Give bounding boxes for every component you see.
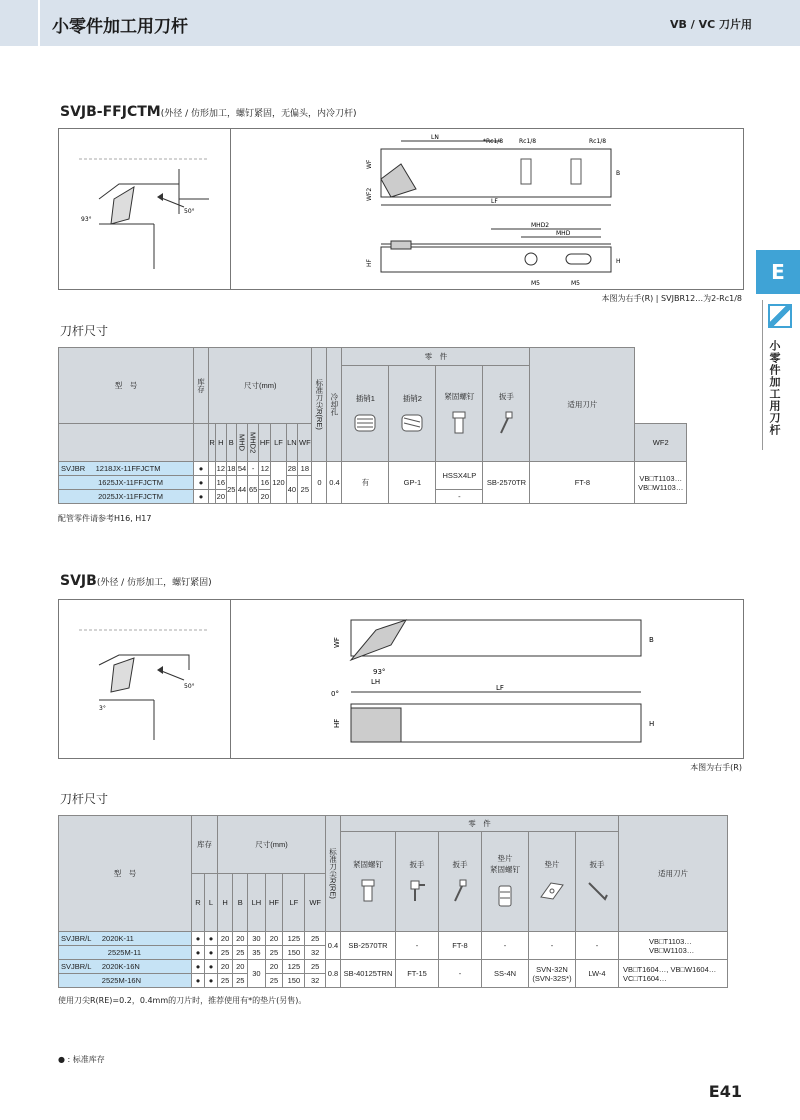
svg-text:*Rc1/8: *Rc1/8 (483, 138, 504, 145)
page-title: 小零件加工用刀杆 (52, 17, 188, 37)
section2-detail-diagram (59, 600, 230, 758)
col-size: 尺寸(mm) (218, 816, 326, 874)
col-LN: LN (286, 424, 298, 462)
col-cool: 冷却孔 (327, 348, 342, 462)
svg-text:93°: 93° (373, 668, 386, 676)
table-row: SVJBR/L 2020K-16N ● ● 20 20 30 20 125 25 0.8 SB-40125TRN FT-15 - SS-4N SVN-32N (SVN-32S*) LW-4 VB□T1604…, VB□W1604… VC□T1604… (59, 960, 728, 974)
svg-text:LF: LF (496, 684, 504, 692)
col-WF: WF (305, 874, 326, 932)
section1-footnote: 配管零件请参考H16, H17 (58, 514, 152, 523)
col-part2: 扳手 (396, 832, 439, 932)
col-part6: 扳手 (576, 832, 619, 932)
svg-text:LF: LF (491, 198, 498, 205)
col-insert: 适用刀片 (530, 348, 635, 462)
screw-icon (449, 411, 469, 435)
screw-icon (358, 879, 378, 903)
tab-label: 小零件加工用刀杆 (768, 340, 781, 436)
col-HF: HF (259, 424, 271, 462)
svg-text:50°: 50° (184, 683, 195, 690)
section1-figure (58, 128, 744, 290)
section1-table-title: 刀杆尺寸 (60, 324, 109, 338)
svg-text:B: B (649, 636, 654, 644)
col-part5: 垫片 (529, 832, 576, 932)
col-re: 标准刀尖R(RE) (312, 348, 327, 462)
section2-name: SVJB (60, 573, 97, 589)
section2-figure-note: 本图为右手(R) (690, 763, 742, 772)
svg-text:WF: WF (366, 159, 373, 169)
svg-text:Rc1/8: Rc1/8 (519, 138, 537, 145)
col-LH: LH (248, 874, 265, 932)
pin2-icon (398, 413, 426, 433)
wrench-icon (496, 411, 516, 435)
col-LF: LF (271, 424, 286, 462)
section2-desc: (外径 / 仿形加工，螺钉紧固) (96, 578, 212, 588)
col-H: H (216, 424, 226, 462)
col-MHD: MHD (236, 424, 247, 462)
col-part3: 扳手 (439, 832, 482, 932)
shim-icon (537, 879, 567, 903)
section1-detail-diagram (59, 129, 230, 289)
col-re: 标准刀尖R(RE) (326, 816, 341, 932)
pin1-icon (351, 413, 379, 433)
col-model: 型 号 (59, 348, 194, 424)
col-pin2: 插销2 (389, 366, 436, 462)
col-screw: 紧固螺钉 (436, 366, 483, 462)
table-row: 1625JX-11FFJCTM ● 16 25 44 65 16 40 25 (59, 476, 687, 490)
table-row: 2525M-11 ● ● 25 25 35 25 150 32 (59, 946, 728, 960)
col-stock: 库存 (194, 348, 209, 424)
table-row: SVJBR 1218JX-11FFJCTM ● 12 18 54 - 12 120 28 18 0 0.4 有 GP-1 HSSX4LP SB-2570TR FT-8 VB□T1103… VB□W1103… (59, 462, 687, 476)
svg-text:H: H (649, 720, 655, 728)
section2-table-title: 刀杆尺寸 (60, 792, 109, 806)
shim-screw-icon (495, 884, 515, 908)
svg-text:M5: M5 (571, 280, 580, 287)
header-category: VB / VC 刀片用 (670, 18, 752, 31)
svg-text:HF: HF (366, 259, 373, 267)
col-stock: 库存 (192, 816, 218, 874)
col-B: B (226, 424, 236, 462)
col-WF2: WF2 (635, 424, 687, 462)
section1-desc: (外径 / 仿形加工，螺钉紧固，无偏头，内冷刀杆) (160, 109, 357, 119)
hex-key-icon (585, 879, 609, 903)
section1-holder-diagram (231, 129, 741, 289)
col-R: R (209, 424, 216, 462)
col-model: 型 号 (59, 816, 192, 932)
col-part4: 垫片 紧固螺钉 (482, 832, 529, 932)
col-wrench: 扳手 (483, 366, 530, 462)
col-WF: WF (298, 424, 312, 462)
col-MHD2: MHD2 (248, 424, 259, 462)
svg-text:93°: 93° (81, 216, 92, 223)
table-row: 2525M-16N ● ● 25 25 25 150 32 (59, 974, 728, 988)
section2-title (60, 573, 212, 589)
col-size: 尺寸(mm) (209, 348, 312, 424)
section2-table (58, 815, 728, 988)
col-parts: 零 件 (341, 816, 619, 832)
svg-text:WF2: WF2 (366, 187, 373, 201)
section1-title (60, 104, 356, 120)
col-B: B (233, 874, 248, 932)
table-row: 2025JX-11FFJCTM ● 20 20 - (59, 490, 687, 504)
svg-text:B: B (616, 170, 621, 177)
col-insert: 适用刀片 (619, 816, 728, 932)
svg-text:HF: HF (333, 718, 341, 728)
page-header (0, 0, 800, 46)
tab-divider (762, 300, 763, 450)
svg-text:0°: 0° (331, 690, 339, 698)
col-parts: 零 件 (342, 348, 530, 366)
table-row: SVJBR/L 2020K-11 ● ● 20 20 30 20 125 25 0.4 SB-2570TR - FT-8 - - - VB□T1103… VB□W1103… (59, 932, 728, 946)
section1-name: SVJB-FFJCTM (60, 104, 161, 120)
col-HF: HF (265, 874, 283, 932)
svg-text:Rc1/8: Rc1/8 (589, 138, 607, 145)
col-L: L (205, 874, 218, 932)
svg-text:WF: WF (333, 637, 341, 648)
section2-holder-diagram (231, 600, 741, 758)
wrench-icon (407, 879, 427, 903)
section2-footnote: 使用刀尖R(RE)=0.2，0.4mm的刀片时，推荐使用有*的垫片(另售)。 (58, 996, 307, 1005)
svg-text:LH: LH (371, 678, 381, 686)
svg-text:3°: 3° (99, 705, 106, 712)
svg-text:MHD2: MHD2 (531, 222, 550, 229)
col-LF: LF (283, 874, 305, 932)
section-tab-e: E (756, 250, 800, 294)
col-pin1: 插销1 (342, 366, 389, 462)
section1-figure-note: 本图为右手(R) | SVJBR12…为2-Rc1/8 (601, 294, 742, 303)
stock-legend: ● : 标准库存 (58, 1055, 105, 1064)
svg-text:H: H (616, 258, 621, 265)
col-R: R (192, 874, 205, 932)
svg-text:LN: LN (431, 134, 439, 141)
header-tick (38, 0, 40, 46)
wrench-icon (450, 879, 470, 903)
col-H: H (218, 874, 233, 932)
section2-figure (58, 599, 744, 759)
section1-table (58, 347, 687, 504)
svg-text:M5: M5 (531, 280, 540, 287)
col-part1: 紧固螺钉 (341, 832, 396, 932)
toolholder-icon (768, 304, 792, 328)
svg-text:50°: 50° (184, 208, 195, 215)
page-number: E41 (708, 1082, 742, 1101)
svg-text:MHD: MHD (556, 230, 571, 237)
